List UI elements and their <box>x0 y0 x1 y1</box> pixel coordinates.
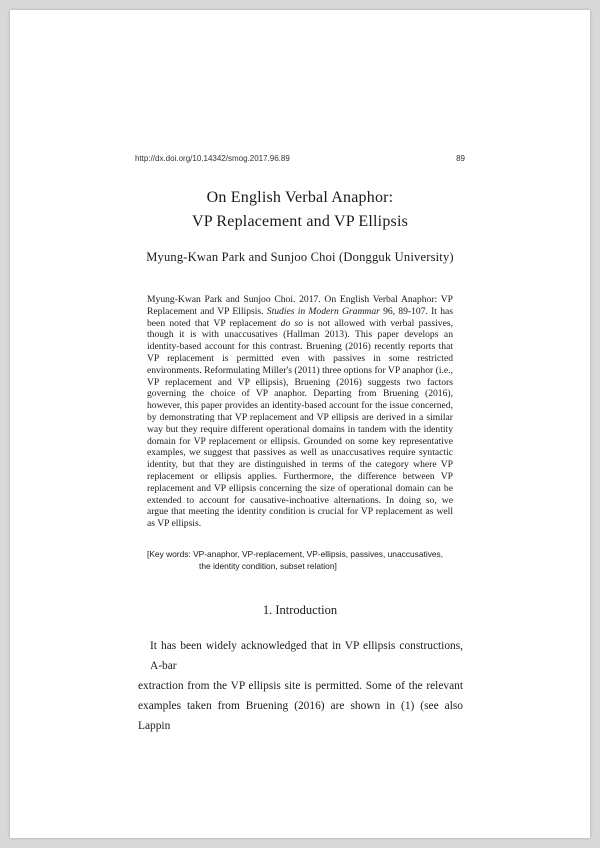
journal-name: Studies in Modern Grammar <box>266 305 380 317</box>
page-header <box>135 154 465 163</box>
body-line-3: examples taken from Bruening (2016) are shown in (1) (see also Lappin <box>138 700 463 732</box>
do-so-term: do so <box>280 317 304 329</box>
abstract-citation: Myung-Kwan Park and Sunjoo Choi. 2017. On English Verbal Anaphor: VP Replacement and VP Ellipsis. <box>147 294 453 317</box>
body-line-1: It has been widely acknowledged that in VP ellipsis constructions, A-bar <box>150 640 463 672</box>
authors: Myung-Kwan Park and Sunjoo Choi (Dongguk University) <box>146 250 454 264</box>
body-text <box>138 636 463 736</box>
keywords-line-1: [Key words: VP-anaphor, VP-replacement, VP-ellipsis, passives, unaccusatives, <box>147 549 444 559</box>
doi-link[interactable]: http://dx.doi.org/10.14342/smog.2017.96.89 <box>135 154 290 163</box>
title-line-1: On English Verbal Anaphor: <box>206 189 394 206</box>
keywords-line-2: the identity condition, subset relation] <box>199 561 337 571</box>
abstract <box>147 294 453 530</box>
page-number: 89 <box>456 154 465 163</box>
abstract-paragraph <box>147 294 453 530</box>
body-line-2: extraction from the VP ellipsis site is permitted. Some of the relevant <box>138 680 463 692</box>
keywords <box>147 548 457 572</box>
section-heading: 1. Introduction <box>262 603 338 617</box>
paper-title <box>60 186 540 234</box>
abstract-citation-pages: 96, 89-107. It has been noted that VP replacement <box>147 305 453 329</box>
title-line-2: VP Replacement and VP Ellipsis <box>191 213 409 230</box>
abstract-body: is not allowed with verbal passives, though it is with unaccusatives (Hallman 2013). This paper develops an identity-based account for this contrast. Bruening (2016) recently reports that VP replacement is permitted even with passives in some restricted environments. Reformulating Miller's (2011) three options for VP anaphor (i.e., VP replacement and VP ellipsis), Bruening (2016) suggests two factors governing the choice of VP anaphor. Departing from Bruening (2016), however, this paper provides an identity-based account for the issue concerned, by demonstrating that VP replacement and VP ellipsis are derived in a similar way but they require different operational domains in tandem with the identity domain for VP replacement or ellipsis. Grounded on some key representative examples, we suggest that passives as well as unaccusatives require syntactic identity, but that they are distinguished in terms of the category where VP replacement or ellipsis applies. Furthermore, the difference between VP replacement and VP ellipsis concerning the size of operational domain can be extended to account for causative-inchoative alternations. In doing so, we argue that meeting the identity condition is crucial for VP replacement as well as VP ellipsis. <box>147 317 453 530</box>
